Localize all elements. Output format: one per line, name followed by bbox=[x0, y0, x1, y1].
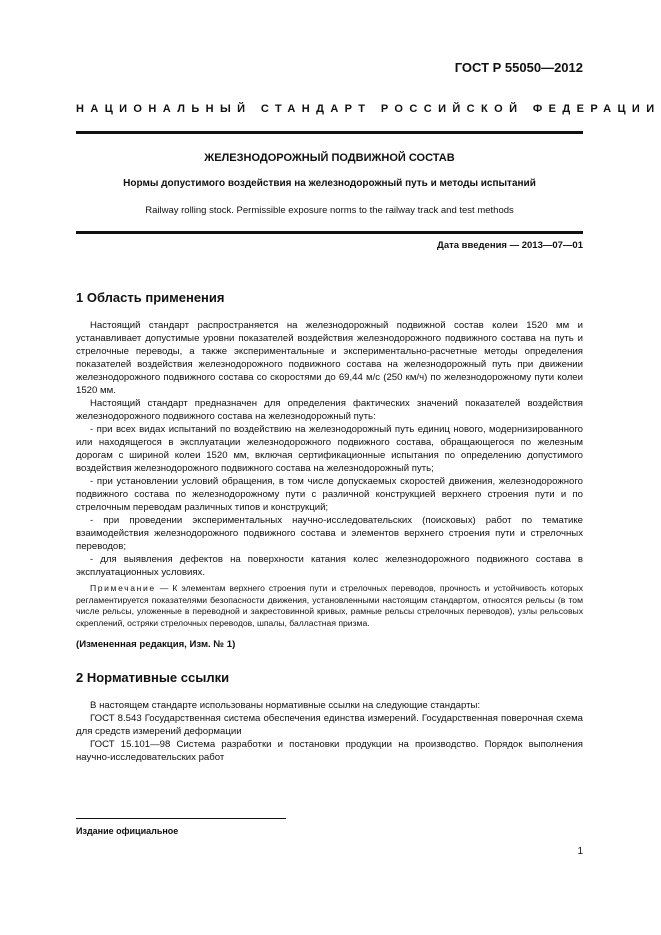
document-code: ГОСТ Р 55050—2012 bbox=[454, 60, 583, 75]
amendment-note: (Измененная редакция, Изм. № 1) bbox=[76, 639, 236, 651]
subtitle: Нормы допустимого воздействия на железнодорожный путь и методы испытаний bbox=[123, 178, 536, 189]
note-text: — К элементам верхнего строения пути и стрелочных переводов, прочность и устойчивость которых регламентируется показателями безопасности движения, установленными настоящим стандартом, относятся рельсы (в том числе рельсы, уложенные в переводной и закрестовинной кривых, рамные рельсы стрелочных переводов), узлы рельсовых скреплений, остряки стрелочных переводов, шпалы, балластная призма. bbox=[76, 583, 583, 628]
english-title: Railway rolling stock. Permissible exposure norms to the railway track and test methods bbox=[145, 205, 514, 216]
reference-item: ГОСТ 8.543 Государственная система обеспечения единства измерений. Государственная поверочная схема для средств измерений деформации bbox=[76, 713, 583, 738]
list-item: - при проведении экспериментальных научно-исследовательских (поисковых) работ по тематике взаимодействия железнодорожного подвижного состава и элементов верхнего строения пути и стрелочных переводов; bbox=[76, 515, 583, 552]
title-rule bbox=[76, 231, 583, 234]
section-1-heading: 1 Область применения bbox=[76, 290, 225, 305]
section-2-paragraph: В настоящем стандарте использованы нормативные ссылки на следующие стандарты: bbox=[90, 700, 481, 712]
main-title: ЖЕЛЕЗНОДОРОЖНЫЙ ПОДВИЖНОЙ СОСТАВ bbox=[204, 152, 455, 164]
list-item: - при всех видах испытаний по воздействию на железнодорожный путь единиц нового, модернизированного или находящегося в эксплуатации железнодорожного подвижного состава, обращающегося по железным дорогам с шириной колеи 1520 мм, включая сертификационные испытания по определению допустимого воздействия железнодорожного подвижного состава на железнодорожный путь; bbox=[76, 424, 583, 474]
introduction-date: Дата введения — 2013—07—01 bbox=[437, 240, 583, 251]
document-body bbox=[76, 290, 583, 764]
footer-rule bbox=[76, 818, 286, 819]
header-rule bbox=[76, 131, 583, 134]
section-1-paragraph: Настоящий стандарт распространяется на железнодорожный подвижной состав колеи 1520 мм и устанавливает допустимые уровни показателей воздействия железнодорожного подвижного состава на путь и стрелочные переводы, а также экспериментальные и экспериментально-расчетные методы определения показателей воздействия железнодорожного подвижного состава на железнодорожный путь при движении железнодорожного подвижного состава со скоростями до 69,44 м/с (250 км/ч) по железнодорожному пути колеи 1520 мм. bbox=[76, 320, 583, 396]
reference-item: ГОСТ 15.101—98 Система разработки и постановки продукции на производство. Порядок выполнения научно-исследовательских работ bbox=[76, 739, 583, 764]
standard-title: НАЦИОНАЛЬНЫЙ СТАНДАРТ РОССИЙСКОЙ ФЕДЕРАЦИИ bbox=[76, 103, 661, 115]
section-1-paragraph: Настоящий стандарт предназначен для определения фактических значений показателей воздействия железнодорожного подвижного состава на железнодорожный путь: bbox=[76, 398, 583, 422]
edition-label: Издание официальное bbox=[76, 826, 179, 836]
page-number: 1 bbox=[577, 846, 583, 857]
list-item: - при установлении условий обращения, в том числе допускаемых скоростей движения, железнодорожного подвижного состава по железнодорожному пути с различной конструкцией верхнего строения пути и по стрелочным переводам различных типов и конструкций; bbox=[76, 476, 583, 513]
note bbox=[76, 583, 583, 629]
note-label: Примечание bbox=[90, 583, 156, 593]
section-2-heading: 2 Нормативные ссылки bbox=[76, 670, 230, 686]
list-item: - для выявления дефектов на поверхности катания колес железнодорожного подвижного состава в эксплуатационных условиях. bbox=[76, 554, 583, 578]
